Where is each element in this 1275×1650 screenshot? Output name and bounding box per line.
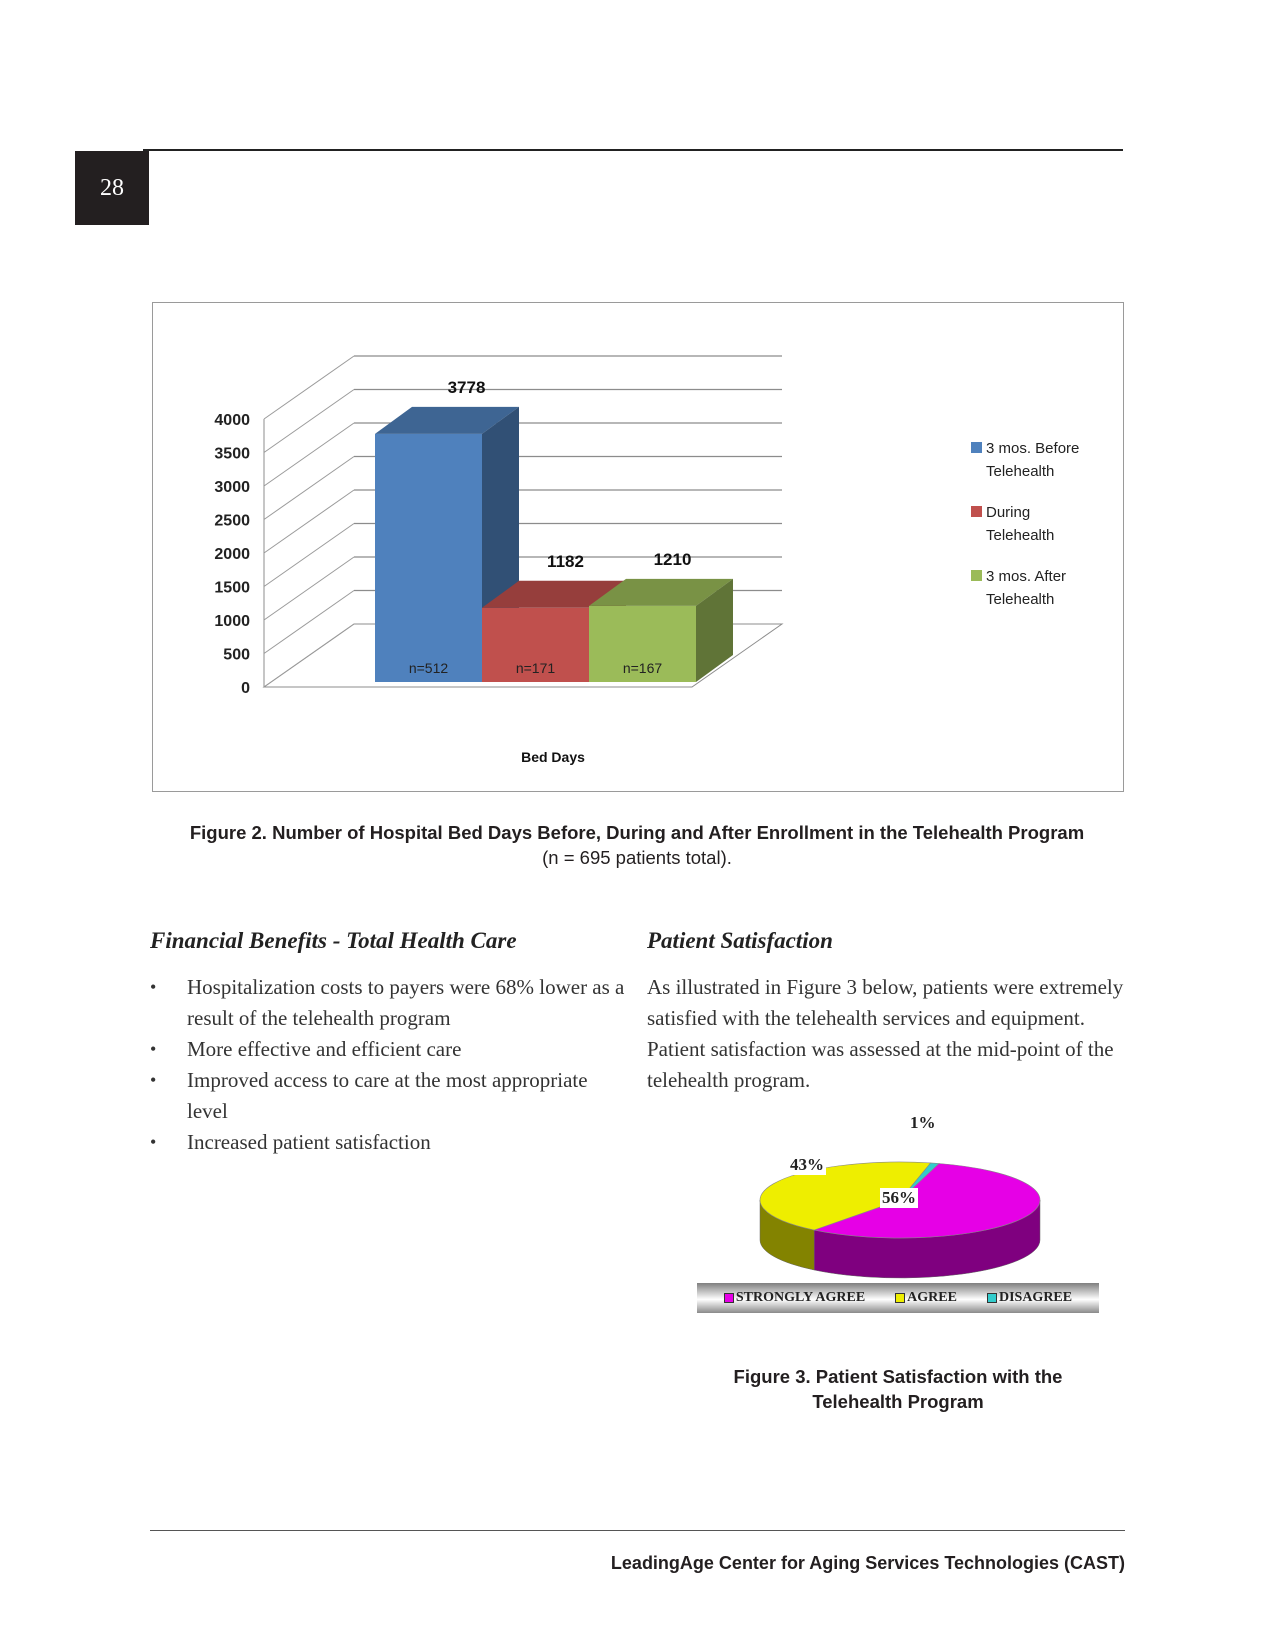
x-axis-label: Bed Days — [521, 749, 585, 765]
pie-legend — [697, 1283, 1099, 1313]
list-item: • Hospitalization costs to payers were 68% lower as a result of the telehealth program — [150, 972, 625, 1034]
bar — [375, 434, 482, 682]
y-tick-label: 0 — [241, 680, 250, 697]
financial-benefits-section — [150, 928, 625, 1158]
legend-label: During — [986, 504, 1031, 521]
list-item: • Increased patient satisfaction — [150, 1127, 625, 1158]
legend-swatch — [971, 570, 982, 581]
legend-label: AGREE — [907, 1290, 957, 1305]
gridline-side — [264, 356, 354, 419]
gridline-side — [264, 423, 354, 486]
bar-n-label: n=171 — [515, 660, 556, 676]
list-item: • More effective and efficient care — [150, 1034, 625, 1065]
y-tick-label: 3000 — [214, 479, 250, 496]
financial-benefits-heading: Financial Benefits - Total Health Care — [150, 928, 517, 953]
pie-label-strongly-agree: 56% — [882, 1188, 916, 1207]
figure-3-caption — [697, 1364, 1099, 1414]
legend-swatch — [971, 506, 982, 517]
bar-value-label: 1210 — [653, 549, 692, 569]
figure-3-title-line-2: Telehealth Program — [812, 1391, 984, 1412]
pie-label-agree: 43% — [790, 1155, 824, 1174]
bar-value-label: 1182 — [547, 551, 584, 571]
legend-label: DISAGREE — [998, 1290, 1073, 1305]
y-tick-label: 1000 — [214, 613, 250, 630]
y-tick-label: 2500 — [214, 512, 250, 530]
bar-value-label: 3778 — [447, 377, 486, 397]
legend-swatch-agree — [895, 1293, 905, 1303]
patient-satisfaction-paragraph: As illustrated in Figure 3 below, patients were extremely satisfied with the telehealth services and equipment. Patient satisfaction was assessed at the mid-point of the telehealth program. — [647, 975, 1124, 1092]
financial-benefits-list — [150, 972, 625, 1158]
legend-label: STRONGLY AGREE — [735, 1290, 866, 1305]
page-number: 28 — [75, 151, 149, 225]
y-tick-label: 1500 — [214, 579, 250, 597]
patient-satisfaction-heading: Patient Satisfaction — [647, 928, 833, 953]
legend-item-strongly-agree — [724, 1290, 865, 1306]
legend-swatch-strongly-agree — [724, 1293, 734, 1303]
y-tick-label: 2000 — [214, 546, 250, 563]
y-tick-label: 500 — [223, 646, 250, 664]
bed-days-chart — [152, 302, 1124, 792]
bar-n-label: n=167 — [622, 660, 663, 676]
pie-label-disagree: 1% — [910, 1113, 936, 1132]
legend-item-disagree — [987, 1290, 1072, 1306]
figure-2-caption — [152, 820, 1122, 870]
gridline-side — [264, 457, 354, 520]
legend-label: 3 mos. After — [986, 568, 1067, 585]
list-item: • Improved access to care at the most appropriate level — [150, 1065, 625, 1127]
footer-text: LeadingAge Center for Aging Services Technologies (CAST) — [610, 1553, 1125, 1573]
gridline-side — [264, 390, 354, 453]
figure-3-title-line-1: Figure 3. Patient Satisfaction with the — [733, 1366, 1063, 1387]
bar-n-label: n=512 — [408, 660, 449, 676]
legend-swatch-disagree — [987, 1293, 997, 1303]
bed-days-chart-svg — [153, 303, 1123, 791]
legend-label: Telehealth — [986, 463, 1055, 480]
patient-satisfaction-section — [647, 928, 1127, 1096]
gridline-side — [264, 591, 354, 654]
y-tick-label: 4000 — [214, 412, 250, 429]
footer-rule — [150, 1530, 1125, 1531]
legend-item-agree — [895, 1290, 957, 1306]
gridline-side — [264, 557, 354, 620]
figure-2-title: Figure 2. Number of Hospital Bed Days Before, During and After Enrollment in the Telehealth Program — [189, 822, 1085, 843]
legend-label: Telehealth — [986, 591, 1055, 608]
legend-label: Telehealth — [986, 527, 1055, 544]
legend-swatch — [971, 442, 982, 453]
y-tick-label: 3500 — [214, 445, 250, 463]
legend-label: 3 mos. Before — [986, 440, 1080, 457]
gridline-side — [264, 490, 354, 553]
figure-2-note: (n = 695 patients total). — [542, 847, 732, 868]
header-rule — [143, 149, 1123, 151]
gridline-side — [264, 524, 354, 587]
gridline-side — [264, 624, 354, 687]
